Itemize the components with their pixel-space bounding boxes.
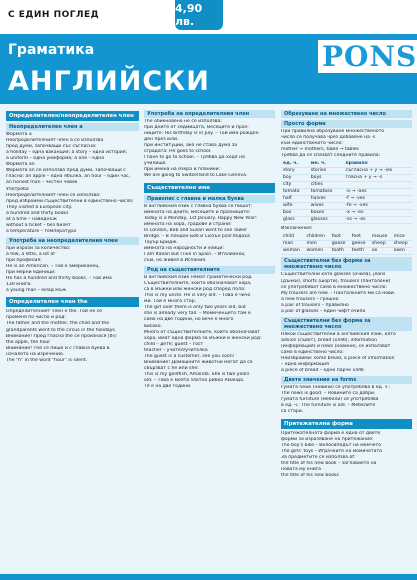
table-row: boy boys гласна + y → -s <box>281 175 412 182</box>
subsection-header: Съществителни без форма за множествено число <box>281 257 412 271</box>
section-header: Определителен/неопределителен член <box>6 111 139 121</box>
table-row: woman women tooth teeth ox oxen <box>281 248 412 255</box>
subsection-header: Неопределителен член a <box>6 123 139 131</box>
section-header: Съществително име <box>144 183 275 193</box>
text-block: В английския език нямат граматически род. Съществителните, които обозначават хора, са в мъжки или женски род според пола: This is my uncle. He is very old. – Това е чичо ми. Той е много стар. The girl over there is only two years old, but she is already very tall. – Момиченцето там е само на две години, но вече е много високо. Много от съществителните, които обозначават хора, имат една форма за мъжки и женски род: child – дете; guest – гост teacher – учител/учителка The guest is a customer, see you soon! Внимание! Домашните животни могат да се свързват с he или she: This is my goldfish, Amanda. She is two years old. – Това е моята златна рибка Аманда. Тя е на две години. <box>144 275 262 389</box>
text-block: The обикновено не се използва: при дните от седмицата, месеците и праз- ниците: His birthday is in July. – Той има рожден ден през юли. при институции, ако не става дума за сградата: He goes to school. I have to go to school. – Трябва да ходя на училище. при имена на езера и планини: We are going to Switzerland to Lake Geneva. <box>144 119 259 179</box>
exceptions-label: Изключения: <box>281 226 313 232</box>
section-header: Определителен член the <box>6 297 139 307</box>
text-block: Определителният член е the. Той не се променя по число и род: The father and the mother, the child and the grandparents went to the circus in the holidays. Внимание! Пред гласна the се произнася [ði]: the apple, the hour Внимание! The се пише и с главна буква в началото на изречение. The "h" in the word "hour" is silent. <box>6 309 118 363</box>
section-header: Притежателна форма <box>281 419 412 429</box>
table-row: child children foot feet mouse mice <box>281 234 412 241</box>
price-badge: 4,90 лв. <box>175 0 223 30</box>
text-block: Съществителни като glasses (очила), jeans (дънки), shorts (шорти), trousers (панталони) се употребяват само в множествено число: My trousers are new. – Панталоните ми са нови. a new trousers – грешно a pair of trousers – правилно a pair of glasses – един чифт очила <box>281 272 396 314</box>
text-block: Някои съществителни в английския език, като advice (съвет), bread (хляб), information (информация) и news (новини), се използват само в единствено число: Неизброими: some bread, a piece of information – една информация a piece of bread – едно парче хляб <box>281 331 396 374</box>
column-1 <box>6 108 139 364</box>
subsection-header: Род на съществителните <box>144 266 275 274</box>
text-block: В английския език с главна буква се пишат: имената на дните, месеците и празниците: Today is a Monday, 1st January. Happy New Year! имената на хора, градове и страни: In London, Bob and Susan went to see Tower Bridge. – В Лондон Боб и Сюзън разгледаха Тауър Бридж. имената на народности и езици: I am Italian but I live in Spain. – Италианец съм, но живея в Испания. <box>144 203 257 264</box>
table-row: city cities <box>281 182 412 189</box>
page-title: АНГЛИЙСКИ <box>8 66 210 97</box>
subsection-header: Просто форма <box>281 120 412 128</box>
subsection-header: Правопис с главна и малка буква <box>144 195 275 203</box>
subsection-header: Употреба на неопределителния член <box>6 237 139 245</box>
subsection-header: Съществителни без форма за множествено число <box>281 317 412 331</box>
subsection-header: Образуване на множествено число <box>281 110 412 118</box>
table-row: half halves -f → -ves <box>281 196 412 203</box>
subsection-header: Употреба на определителния член <box>144 110 275 118</box>
table-row: glass glasses -ss → -es <box>281 217 412 224</box>
tagline: С ЕДИН ПОГЛЕД <box>8 10 100 20</box>
text-block: Формата a Неопределителният член a се използва пред думи, започващи със съгласна: a holiday – една ваканция; a story – една история; a uniform – една униформа; a one – една Формата an Формата an се използва пред думи, започващи с гласна: an apple – една ябълка, an hour – един час, an honest man – честен човек Употреба Неопределителният член се използва: пред изброими съществителни в единствено число: They visited a European city. a hundred and thirty books at a time – наведнъж without a ticket – без билет a temperature – температура <box>6 132 134 234</box>
table-row: tomato tomatoes -o → -oes <box>281 189 412 196</box>
table-row: man men goose geese sheep sheep <box>281 241 412 248</box>
subsection-header: Двете значения на forms <box>281 376 412 384</box>
exceptions-table <box>281 234 412 255</box>
text-block: гумата news (новини) се употребява в ед. ч.: The news is good. – Новините са добри. гумата furniture (мебели) се употребява в ед. ч.: The furniture is old. – Мебелите са стари. <box>281 385 391 415</box>
column-2 <box>144 108 275 390</box>
brand-logo: PONS <box>318 40 417 73</box>
table-row: story stories съгласна + y → -ies <box>281 168 412 175</box>
footer-band <box>0 574 417 580</box>
text-block: При правилно образуване множественото число се получава чрез добавяне на -s към единственото число: mother → mothers, table → tables Трябва да се спазват следните правила: <box>281 129 385 159</box>
text-block: Притежателната форма е една от двете форми за изразяване на притежание: The boy's bike – Велосипедът на момчето The girls' toys – Играчките на момичетата За предметите се използва of: the title of his new book – заглавието на новата му книга the title of his new books <box>281 430 382 478</box>
plural-rules-table <box>281 161 412 224</box>
table-row: box boxes -x → -es <box>281 210 412 217</box>
table-row: wife wives -fe → -ves <box>281 203 412 210</box>
subject-label: Граматика <box>8 42 95 58</box>
column-3 <box>281 108 412 479</box>
table-row: ед. ч. мн. ч. правило <box>281 161 412 168</box>
text-block: при изрази за количество: a few, a little, a lot of при професия: He is an American. – Той е американец. при мерни единици: He has a hundred and thirty books. – Той има 130 книги. a young man – млад мъж <box>6 245 112 294</box>
